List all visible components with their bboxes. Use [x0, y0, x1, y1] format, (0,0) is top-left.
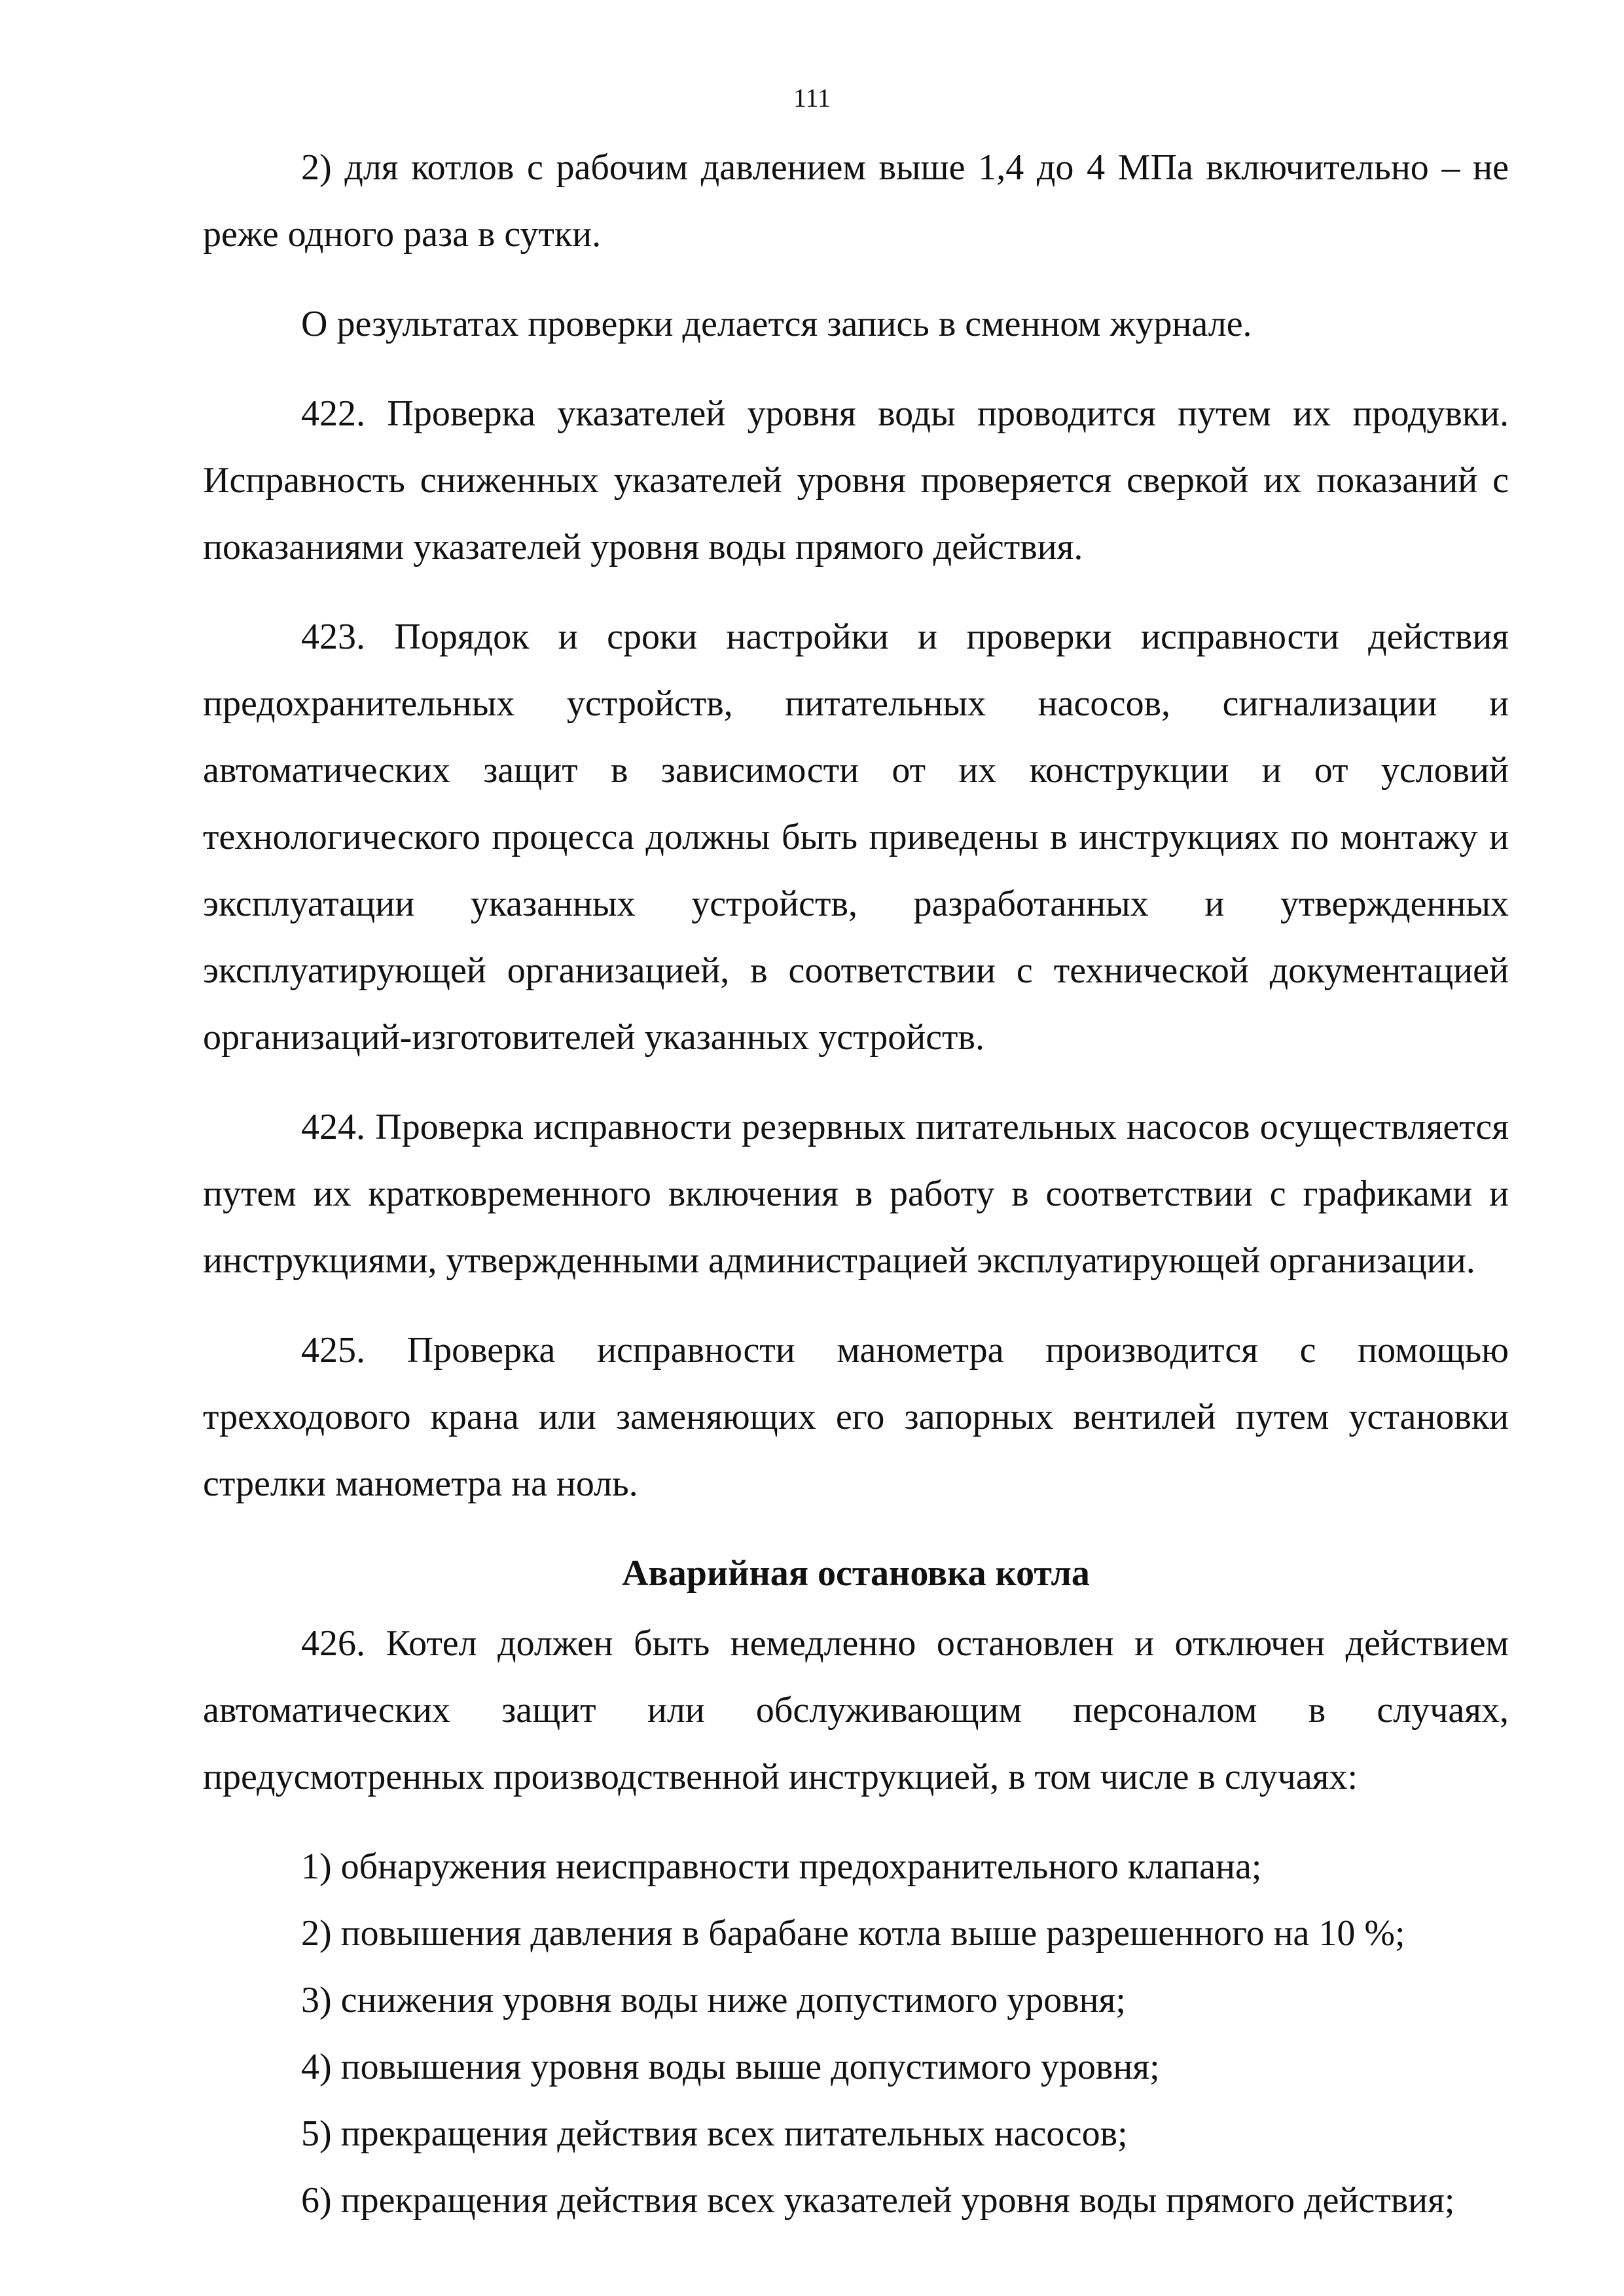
paragraph-boiler-pressure-item: 2) для котлов с рабочим давлением выше 1,4 до 4 МПа включительно – не реже одного раза в сутки. [203, 147, 1509, 255]
list-item: 4) повышения уровня воды выше допустимого уровня; [301, 2047, 1160, 2087]
paragraph-424: 424. Проверка исправности резервных питательных насосов осуществляется путем их кратковременного включения в работу в соответствии с графиками и инструкциями, утвержденными администрацией эксплуатирующей организации. [203, 1107, 1509, 1281]
paragraph-journal-record: О результатах проверки делается запись в сменном журнале. [301, 304, 1252, 344]
list-item: 2) повышения давления в барабане котла выше разрешенного на 10 %; [301, 1913, 1405, 1954]
paragraph-426: 426. Котел должен быть немедленно остановлен и отключен действием автоматических защит или обслуживающим персоналом в случаях, предусмотренных производственной инструкцией, в том числе в случаях: [203, 1623, 1509, 1797]
list-item: 3) снижения уровня воды ниже допустимого уровня; [301, 1980, 1126, 2020]
paragraph-422: 422. Проверка указателей уровня воды проводится путем их продувки. Исправность сниженных указателей уровня проверяется сверкой их показаний с показаниями указателей уровня воды прямого действия. [203, 393, 1509, 567]
page-number: 111 [793, 83, 831, 113]
paragraph-423: 423. Порядок и сроки настройки и проверки исправности действия предохранительных устройств, питательных насосов, сигнализации и автоматических защит в зависимости от их конструкции и от условий технологического процесса должны быть приведены в инструкциях по монтажу и эксплуатации указанных устройств, разработанных и утвержденных эксплуатирующей организацией, в соответствии с технической документацией организаций-изготовителей указанных устройств. [203, 617, 1509, 1058]
section-heading: Аварийная остановка котла [622, 1553, 1090, 1594]
list-item: 6) прекращения действия всех указателей уровня воды прямого действия; [301, 2180, 1455, 2221]
paragraph-425: 425. Проверка исправности манометра производится с помощью трехходового крана или заменяющих его запорных вентилей путем установки стрелки манометра на ноль. [203, 1330, 1509, 1504]
document-body [203, 134, 1509, 2234]
list-item: 5) прекращения действия всех питательных насосов; [301, 2113, 1128, 2154]
list-item: 1) обнаружения неисправности предохранительного клапана; [301, 1846, 1262, 1887]
